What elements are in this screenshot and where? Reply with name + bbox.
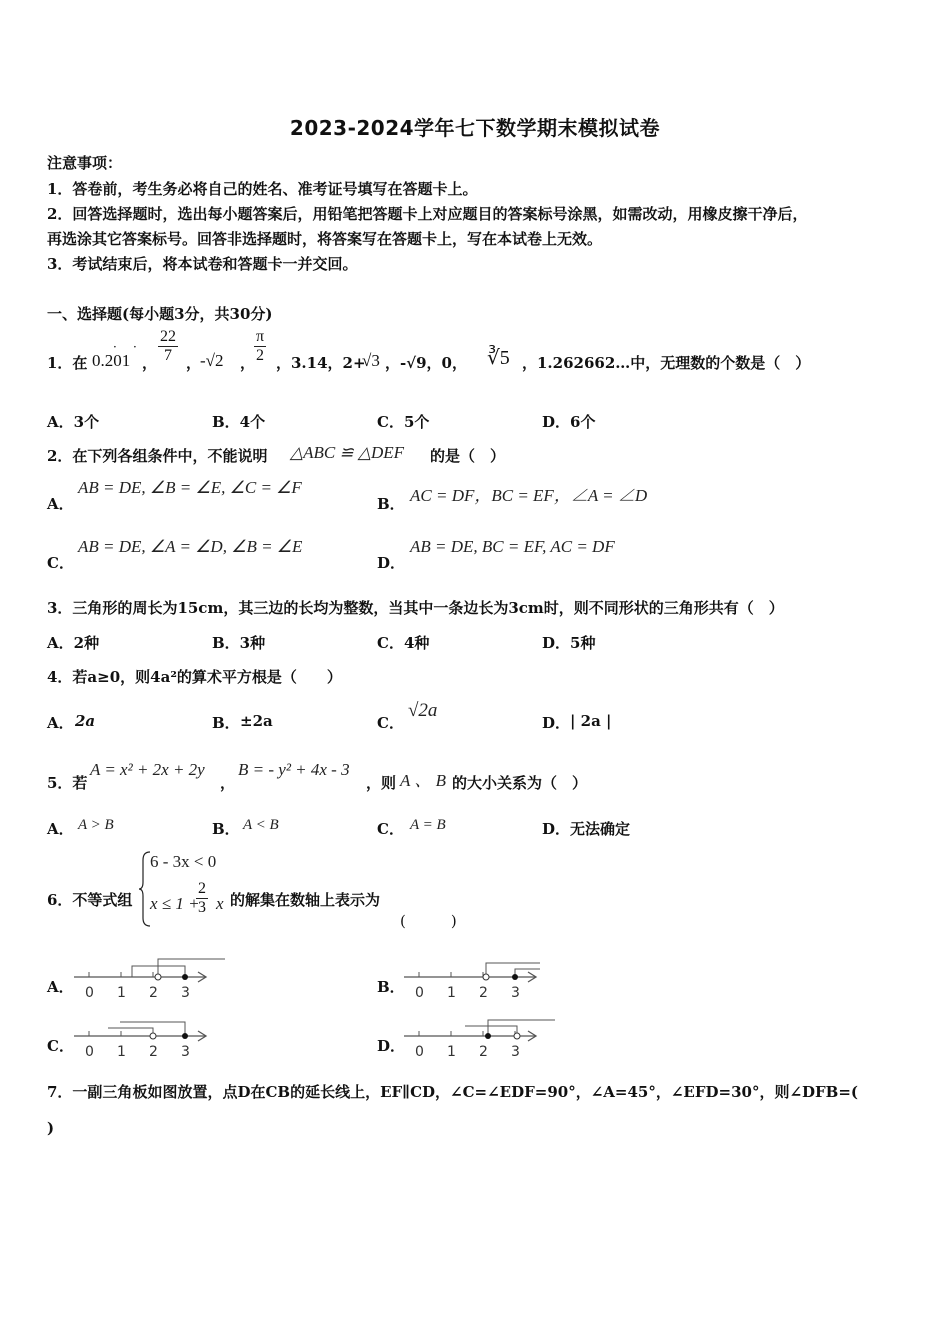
q4-label-b: B． — [212, 714, 240, 732]
tick-label: 0 — [85, 1044, 94, 1059]
q3-option-b: B．3种 — [212, 634, 266, 652]
number-line-d — [400, 1014, 560, 1059]
tick-label: 2 — [479, 985, 488, 1000]
q2-condition: △ABC ≌ △DEF — [290, 443, 405, 462]
q5-mid: ，则 — [366, 774, 397, 792]
tick-label: 0 — [85, 985, 94, 1000]
q3-option-a: A．2种 — [47, 634, 100, 652]
q1-prefix: 1．在 — [47, 354, 88, 372]
q1-option-b: B．4个 — [212, 413, 266, 431]
q1-repeating-decimal: 0.201 — [92, 351, 131, 370]
q2-option-d: AB = DE, BC = EF, AC = DF — [410, 537, 615, 556]
q1-suffix: ，1.262662…中，无理数的个数是（ ） — [522, 354, 811, 372]
q7-text: 7．一副三角板如图放置，点D在CB的延长线上，EF∥CD，∠C=∠EDF=90°，∠A=45°，∠EFD=30°，则∠DFB=( — [47, 1083, 859, 1101]
q1-option-d: D．6个 — [542, 413, 596, 431]
tick-label: 3 — [511, 985, 520, 1000]
tick-label: 3 — [181, 985, 190, 1000]
q5-option-a: A > B — [78, 817, 114, 833]
notice-item: 1．答卷前，考生务必将自己的姓名、准考证号填写在答题卡上。 — [47, 180, 478, 198]
q2-label-b: B． — [377, 495, 405, 513]
q4-label-d: D． — [542, 714, 571, 732]
repeat-dot-icon: · — [133, 340, 137, 354]
notice-item: 再选涂其它答案标号。回答非选择题时，将答案写在答题卡上，写在本试卷上无效。 — [47, 230, 603, 248]
notice-item: 3．考试结束后，将本试卷和答题卡一并交回。 — [47, 255, 358, 273]
tick-label: 2 — [149, 985, 158, 1000]
q6-label-b: B． — [377, 978, 405, 996]
q1-neg-sqrt9: ，-√9，0， — [385, 354, 467, 372]
q2-label-d: D． — [377, 554, 406, 572]
q3-option-d: D．5种 — [542, 634, 596, 652]
q6-label-d: D． — [377, 1037, 406, 1055]
q2-prefix: 2．在下列各组条件中，不能说明 — [47, 447, 268, 465]
q7-text-cont: ) — [47, 1119, 55, 1137]
q1-cbrt5: ∛5 — [487, 347, 510, 369]
q5-label-b: B． — [212, 820, 240, 838]
repeat-dot-icon: · — [113, 340, 117, 354]
q2-option-b: AC = DF，BC = EF，∠A = ∠D — [410, 486, 648, 505]
number-line-c — [70, 1014, 230, 1059]
q6-suffix: 的解集在数轴上表示为 — [230, 891, 381, 909]
q6-label-c: C． — [47, 1037, 74, 1055]
q4-text: 4．若a≥0，则4a²的算术平方根是（ ） — [47, 668, 342, 686]
q6-ineq-2b: x — [216, 894, 224, 913]
tick-label: 2 — [479, 1044, 488, 1059]
q4-option-b: ±2a — [240, 712, 273, 730]
q2-label-a: A． — [47, 495, 74, 513]
tick-label: 2 — [149, 1044, 158, 1059]
q1-fraction-22-7: $\frac{22}{7}$ — [160, 328, 176, 364]
number-line-b — [400, 955, 560, 1000]
q5-expr-a: A = x² + 2x + 2y — [90, 760, 205, 779]
q4-label-c: C． — [377, 714, 404, 732]
q1-mid: ，3.14，2+ — [276, 354, 366, 372]
q5-option-c: A = B — [410, 817, 446, 833]
tick-label: 0 — [415, 985, 424, 1000]
tick-label: 1 — [117, 985, 126, 1000]
notice-item: 2．回答选择题时，选出每小题答案后，用铅笔把答题卡上对应题目的答案标号涂黑，如需改动，用橡皮擦干净后， — [47, 205, 808, 223]
q1-neg-sqrt2: -√2 — [200, 351, 224, 370]
q3-option-c: C．4种 — [377, 634, 430, 652]
q5-expr-b: B = - y² + 4x - 3 — [238, 760, 350, 779]
q5-ab: A 、 B — [400, 771, 446, 790]
tick-label: 0 — [415, 1044, 424, 1059]
q5-prefix: 5．若 — [47, 774, 88, 792]
q5-suffix: 的大小关系为（ ） — [452, 774, 588, 792]
q6-prefix: 6．不等式组 — [47, 891, 133, 909]
q5-option-d: 无法确定 — [570, 820, 631, 838]
q1-option-c: C．5个 — [377, 413, 430, 431]
tick-label: 1 — [447, 1044, 456, 1059]
q6-ineq-1: 6 - 3x < 0 — [150, 852, 217, 871]
tick-label: 3 — [181, 1044, 190, 1059]
q2-label-c: C． — [47, 554, 74, 572]
q2-suffix: 的是（ ） — [430, 447, 506, 465]
q3-text: 3．三角形的周长为15cm，其三边的长均为整数，当其中一条边长为3cm时，则不同形状的三角形共有（ ） — [47, 599, 784, 617]
q5-label-d: D． — [542, 820, 571, 838]
q1-sqrt3: √3 — [362, 351, 380, 370]
q6-label-a: A． — [47, 978, 74, 996]
q5-label-a: A． — [47, 820, 74, 838]
page-title: 2023-2024学年七下数学期末模拟试卷 — [289, 116, 661, 140]
tick-label: 3 — [511, 1044, 520, 1059]
q4-label-a: A． — [47, 714, 74, 732]
tick-label: 1 — [447, 985, 456, 1000]
q4-option-d: | 2a | — [570, 712, 612, 730]
q1-option-a: A．3个 — [47, 413, 100, 431]
q6-ineq-2a: x ≤ 1 + — [150, 894, 200, 913]
q2-option-a: AB = DE, ∠B = ∠E, ∠C = ∠F — [78, 478, 302, 497]
number-line-a — [70, 955, 230, 1000]
tick-label: 1 — [117, 1044, 126, 1059]
section-heading: 一、选择题(每小题3分，共30分) — [47, 305, 273, 323]
q2-option-c: AB = DE, ∠A = ∠D, ∠B = ∠E — [78, 537, 303, 556]
notice-heading: 注意事项： — [47, 154, 123, 172]
q6-paren: ( ) — [400, 912, 457, 930]
q5-option-b: A < B — [243, 817, 279, 833]
q4-option-a: 2a — [75, 712, 96, 730]
q1-fraction-pi-2: $\frac{\pi}{2}$ — [256, 328, 265, 364]
q4-option-c: √2a — [408, 700, 438, 721]
q5-label-c: C． — [377, 820, 404, 838]
q6-fraction: $\frac{2}{3}$ — [198, 880, 206, 916]
